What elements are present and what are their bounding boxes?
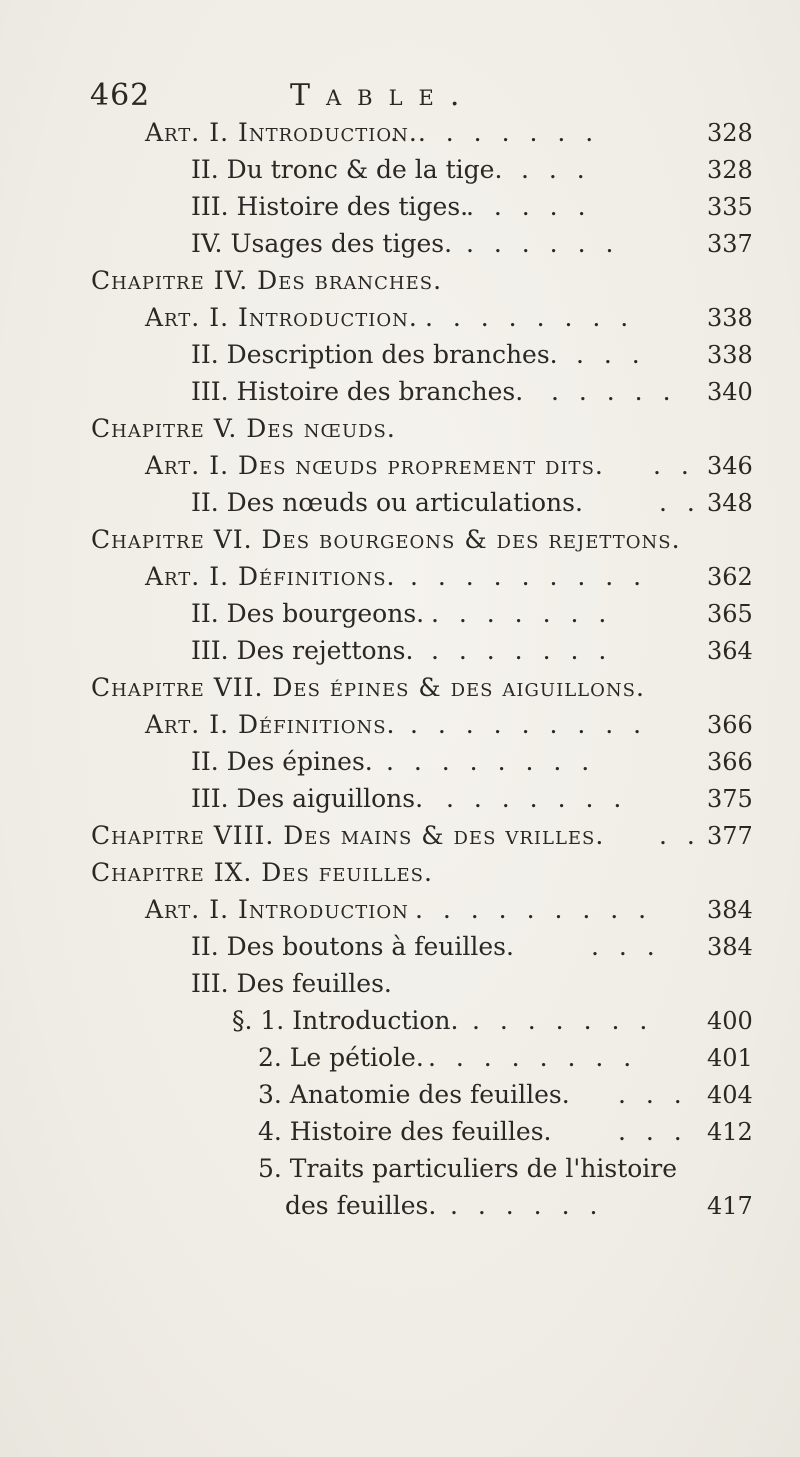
toc-entry-label: II. Du tronc & de la tige. xyxy=(191,155,503,184)
toc-chapter xyxy=(91,522,681,558)
toc-entry xyxy=(285,1188,753,1224)
toc-entry xyxy=(191,226,753,262)
toc-entry-label: III. Des aiguillons. xyxy=(191,784,424,813)
toc-entry-label: Chapitre VII. Des épines & des aiguillons. xyxy=(91,673,645,702)
toc-entry-label: III. Des feuilles. xyxy=(191,969,392,998)
toc-entry-page: 348 xyxy=(707,489,753,517)
toc-entry xyxy=(232,1003,753,1039)
dot-leader: . . . . . . . xyxy=(446,784,628,813)
toc-entry-page: 328 xyxy=(707,119,753,147)
dot-leader: . . . . . xyxy=(466,192,592,221)
toc-entry-page: 366 xyxy=(707,711,753,739)
toc-entry xyxy=(191,189,753,225)
dot-leader: . . . . . . . . . xyxy=(415,895,653,924)
toc-entry-label: Art. I. Définitions. xyxy=(145,710,396,739)
toc-entry-page: 346 xyxy=(707,452,753,480)
toc-entry xyxy=(191,485,753,521)
page-number: 462 xyxy=(90,78,151,113)
toc-entry-label: IV. Usages des tiges. xyxy=(191,229,453,258)
toc-entry-page: 377 xyxy=(707,822,753,850)
toc-chapter xyxy=(91,818,753,854)
toc-entry xyxy=(191,781,753,817)
toc-entry xyxy=(145,115,753,151)
dot-leader: . . . xyxy=(618,1117,688,1146)
dot-leader: . . . . . . xyxy=(466,229,620,258)
dot-leader: . . . . . . . . . xyxy=(410,562,648,591)
toc-entry-label: Art. I. Des nœuds proprement dits. xyxy=(145,451,604,480)
toc-entry-label: Art. I. Introduction xyxy=(145,895,409,924)
toc-entry-page: 338 xyxy=(707,304,753,332)
toc-entry-label: des feuilles. xyxy=(285,1191,437,1220)
toc-entry-label: II. Des boutons à feuilles. xyxy=(191,932,514,961)
toc-entry-page: 362 xyxy=(707,563,753,591)
toc-entry xyxy=(191,152,753,188)
toc-entry-page: 340 xyxy=(707,378,753,406)
toc-entry-page: 335 xyxy=(707,193,753,221)
toc-entry-label: 2. Le pétiole. xyxy=(258,1043,424,1072)
dot-leader: . . . . . . . xyxy=(472,1006,654,1035)
toc-entry xyxy=(191,374,753,410)
dot-leader: . . xyxy=(659,821,701,850)
page-header xyxy=(90,78,690,118)
toc-entry-label: Chapitre VI. Des bourgeons & des rejettons. xyxy=(91,525,681,554)
toc-entry-label: §. 1. Introduction. xyxy=(232,1006,459,1035)
dot-leader: . . . xyxy=(576,340,646,369)
toc-entry xyxy=(191,337,753,373)
dot-leader: . . . . . . . . xyxy=(428,1043,638,1072)
dot-leader: . . . . . . . . xyxy=(390,118,600,147)
toc-entry-page: 401 xyxy=(707,1044,753,1072)
dot-leader: . . . xyxy=(618,1080,688,1109)
toc-entry-label: Chapitre IV. Des branches. xyxy=(91,266,443,295)
toc-chapter xyxy=(91,411,396,447)
toc-entry xyxy=(258,1040,753,1076)
toc-entry xyxy=(191,929,753,965)
toc-entry xyxy=(258,1151,677,1187)
toc-entry xyxy=(191,596,753,632)
toc-entry-label: II. Des épines. xyxy=(191,747,373,776)
toc-entry-label: 3. Anatomie des feuilles. xyxy=(258,1080,570,1109)
toc-entry-label: II. Des nœuds ou articulations. xyxy=(191,488,583,517)
toc-entry-page: 375 xyxy=(707,785,753,813)
toc-entry-page: 400 xyxy=(707,1007,753,1035)
dot-leader: . . . . . . . . . xyxy=(410,710,648,739)
toc-entry-page: 328 xyxy=(707,156,753,184)
toc-entry-page: 365 xyxy=(707,600,753,628)
toc-entry-page: 337 xyxy=(707,230,753,258)
toc-entry-label: Art. I. Définitions. xyxy=(145,562,396,591)
dot-leader: . . xyxy=(653,451,695,480)
dot-leader: . . . . . . . . xyxy=(386,747,596,776)
toc-entry-label: II. Description des branches. xyxy=(191,340,558,369)
toc-entry-label: Chapitre VIII. Des mains & des vrilles. xyxy=(91,821,605,850)
dot-leader: . . . . . . . xyxy=(431,599,613,628)
toc-entry xyxy=(258,1077,753,1113)
toc-chapter xyxy=(91,263,442,299)
dot-leader: . . . xyxy=(521,155,591,184)
toc-chapter xyxy=(91,855,433,891)
toc-entry-label: III. Des rejettons. xyxy=(191,636,414,665)
dot-leader: . . xyxy=(659,488,701,517)
toc-entry xyxy=(145,892,753,928)
toc-entry xyxy=(191,633,753,669)
toc-chapter xyxy=(91,670,645,706)
toc-entry xyxy=(191,744,753,780)
running-title: Table. xyxy=(290,78,476,113)
dot-leader: . . . xyxy=(591,932,661,961)
toc-entry-page: 384 xyxy=(707,896,753,924)
toc-entry-label: III. Histoire des tiges. xyxy=(191,192,469,221)
toc-entry-label: 4. Histoire des feuilles. xyxy=(258,1117,552,1146)
toc-entry-label: Art. I. Introduction. xyxy=(145,118,418,147)
toc-entry-label: Art. I. Introduction. xyxy=(145,303,418,332)
toc-entry-page: 384 xyxy=(707,933,753,961)
toc-entry-label: 5. Traits particuliers de l'histoire xyxy=(258,1154,678,1183)
dot-leader: . . . . . xyxy=(551,377,677,406)
toc-entry-page: 404 xyxy=(707,1081,753,1109)
toc-entry-page: 412 xyxy=(707,1118,753,1146)
dot-leader: . . . . . . xyxy=(450,1191,604,1220)
toc-entry-page: 417 xyxy=(707,1192,753,1220)
toc-entry xyxy=(145,300,753,336)
toc-entry-page: 366 xyxy=(707,748,753,776)
toc-entry-page: 338 xyxy=(707,341,753,369)
toc-entry-page: 364 xyxy=(707,637,753,665)
toc-entry xyxy=(258,1114,753,1150)
toc-entry-label: III. Histoire des branches. xyxy=(191,377,524,406)
toc-entry xyxy=(145,448,753,484)
toc-entry-label: II. Des bourgeons. xyxy=(191,599,425,628)
toc-entry xyxy=(145,707,753,743)
dot-leader: . . . . . . . xyxy=(431,636,613,665)
toc-entry xyxy=(191,966,392,1002)
toc-entry-label: Chapitre IX. Des feuilles. xyxy=(91,858,433,887)
toc-entry-label: Chapitre V. Des nœuds. xyxy=(91,414,396,443)
toc-entry xyxy=(145,559,753,595)
dot-leader: . . . . . . . . xyxy=(425,303,635,332)
